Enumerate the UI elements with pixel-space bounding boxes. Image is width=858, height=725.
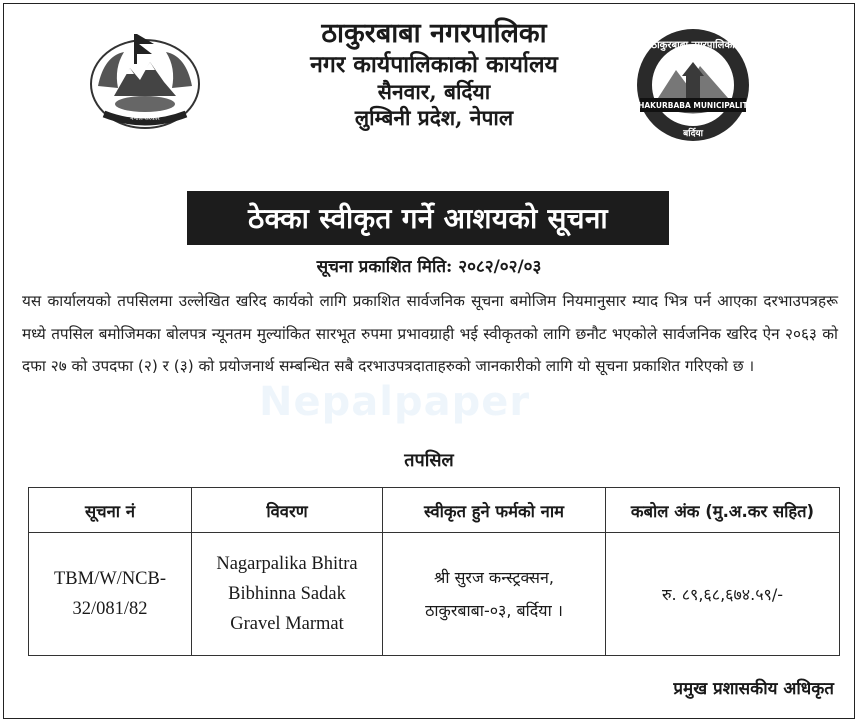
header-firm-name: स्वीकृत हुने फर्मको नाम — [383, 488, 606, 533]
notice-page — [3, 3, 855, 719]
description-line-2: Bibhinna Sadak — [228, 584, 346, 604]
firm-line-2: ठाकुरबाबा-०३, बर्दिया । — [425, 601, 563, 620]
table-row — [29, 533, 840, 656]
header-notice-no: सूचना नं — [29, 488, 192, 533]
description-line-1: Nagarpalika Bhitra — [216, 554, 358, 574]
cell-firm-name — [383, 533, 606, 656]
municipality-name: ठाकुरबाबा नगरपालिका — [321, 18, 547, 49]
watermark: Nepalpaper — [259, 379, 531, 425]
cell-notice-no — [29, 533, 192, 656]
description-line-3: Gravel Marmat — [230, 614, 344, 634]
office-header — [204, 18, 664, 130]
published-date: सूचना प्रकाशित मिति: २०८२/०२/०३ — [316, 257, 542, 277]
office-address: सैनवार, बर्दिया — [377, 78, 491, 104]
office-name: नगर कार्यपालिकाको कार्यालय — [310, 50, 558, 78]
thakurbaba-municipality-logo-icon — [634, 26, 752, 144]
notice-body: यस कार्यालयको तपसिलमा उल्लेखित खरिद कार्यको लागि प्रकाशित सार्वजनिक सूचना बमोजिम नियमानुसार म्याद भित्र पर्न आएका दरभाउपत्रहरू मध्ये तपसिल बमोजिमका बोलपत्र न्यूनतम मुल्यांकित सारभूत रुपमा प्रभावग्राही भई स्वीकृतको लागि छनौट भएकोले सार्वजनिक खरिद ऐन २०६३ को दफा २७ को उपदफा (२) र (३) को प्रयोजनार्थ सम्बन्धित सबै दरभाउपत्रदाताहरुको जानकारीको लागि यो सूचना प्रकाशित गरिएको छ । — [22, 292, 838, 375]
notice-title: ठेक्का स्वीकृत गर्ने आशयको सूचना — [187, 191, 669, 245]
province-country: लुम्बिनी प्रदेश, नेपाल — [354, 104, 514, 130]
schedule-table — [28, 487, 840, 656]
schedule-heading: तपसिल — [404, 450, 454, 471]
header-bid-amount: कबोल अंक (मु.अ.कर सहित) — [606, 488, 840, 533]
emblem-caption: नेपाल सरकार — [130, 115, 160, 122]
logo-bottom-text: बर्दिया — [683, 129, 703, 139]
notice-no-line-2: 32/081/82 — [72, 599, 148, 619]
firm-line-1: श्री सुरज कन्स्ट्रक्सन, — [434, 568, 554, 587]
notice-no-line-1: TBM/W/NCB- — [53, 569, 167, 589]
logo-top-text: ठाकुरबाबा नगरपालिका — [651, 40, 735, 51]
logo-band-text: THAKURBABA MUNICIPALITY — [634, 101, 752, 110]
header-description: विवरण — [192, 488, 383, 533]
cell-bid-amount: रु. ८९,६८,६७४.५९/- — [606, 533, 840, 656]
nepal-government-emblem-icon — [84, 26, 206, 136]
cell-description — [192, 533, 383, 656]
table-header-row — [29, 488, 840, 533]
signatory-title: प्रमुख प्रशासकीय अधिकृत — [673, 679, 834, 699]
